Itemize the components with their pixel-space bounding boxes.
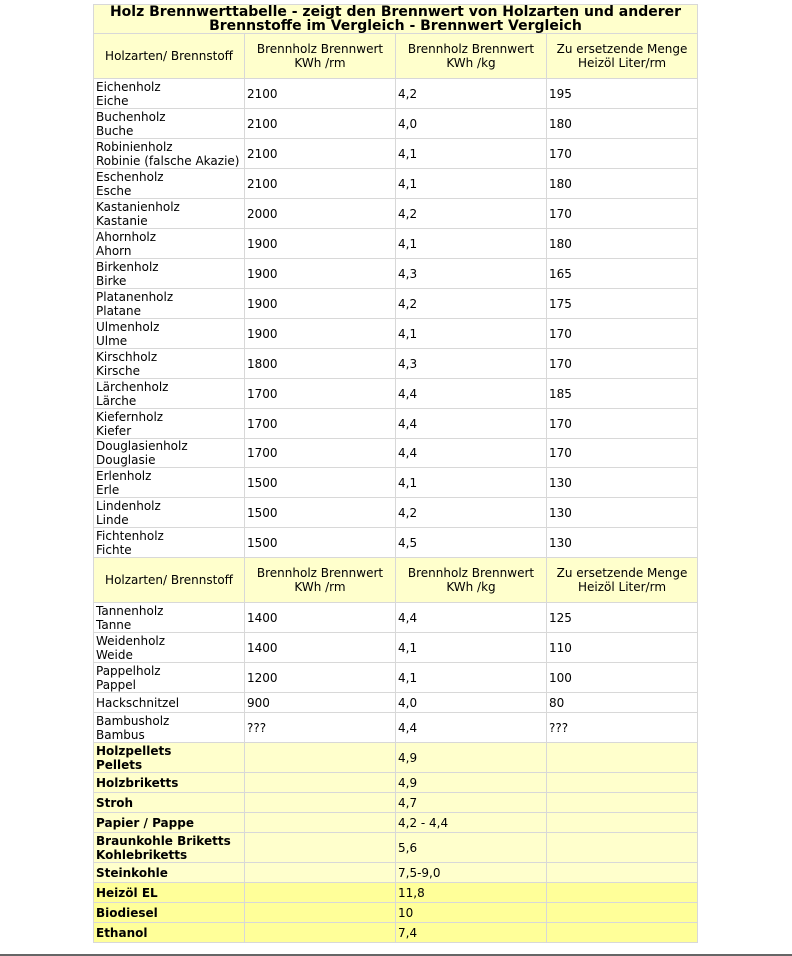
fuel-name: [94, 663, 245, 693]
fuel-name-line1: Lindenholz: [96, 498, 161, 513]
fuel-name-line2: Kohlebriketts: [96, 847, 188, 862]
fuel-name: [94, 109, 245, 139]
fuel-name: [94, 693, 245, 713]
fuel-name-line1: Stroh: [96, 795, 134, 810]
value-oil-liters: 180: [547, 229, 698, 259]
value-kwh-kg: 4,0: [396, 109, 547, 139]
fuel-name: [94, 883, 245, 903]
table-row: [94, 289, 698, 319]
value-kwh-kg: 4,1: [396, 633, 547, 663]
fuel-name-line1: Buchenholz: [96, 109, 166, 124]
fuel-name-line2: Pellets: [96, 757, 143, 772]
value-kwh-kg: 4,9: [396, 773, 547, 793]
fuel-name-line2: Kirsche: [96, 363, 140, 378]
value-kwh-kg: 4,1: [396, 229, 547, 259]
fuel-name-line2: Ahorn: [96, 243, 132, 258]
table-row: [94, 319, 698, 349]
header-col-oil: Zu ersetzende Menge Heizöl Liter/rm: [547, 558, 698, 603]
fuel-name: [94, 863, 245, 883]
value-kwh-rm: 2000: [245, 199, 396, 229]
header-col-oil: Zu ersetzende Menge Heizöl Liter/rm: [547, 34, 698, 79]
fuel-name-line1: Papier / Pappe: [96, 815, 194, 830]
value-kwh-kg: 4,3: [396, 349, 547, 379]
value-kwh-rm: 900: [245, 693, 396, 713]
fuel-name-line2: Buche: [96, 123, 134, 138]
table-row: [94, 468, 698, 498]
header-col-kwh-kg: Brennholz Brennwert KWh /kg: [396, 558, 547, 603]
table-row: [94, 439, 698, 468]
value-kwh-kg: 4,1: [396, 139, 547, 169]
table-row: [94, 528, 698, 558]
value-oil-liters: 130: [547, 468, 698, 498]
fuel-name-line1: Bambusholz: [96, 713, 170, 728]
fuel-name: [94, 793, 245, 813]
table-row: [94, 409, 698, 439]
fuel-name-line1: Kastanienholz: [96, 199, 180, 214]
fuel-name: [94, 229, 245, 259]
value-oil-liters: 130: [547, 498, 698, 528]
fuel-name: [94, 169, 245, 199]
fuel-name-line1: Eichenholz: [96, 79, 161, 94]
value-kwh-kg: 4,2: [396, 498, 547, 528]
table-row: [94, 903, 698, 923]
table-row: [94, 379, 698, 409]
value-kwh-kg: 4,2 - 4,4: [396, 813, 547, 833]
value-oil-liters: 175: [547, 289, 698, 319]
fuel-name-line1: Weidenholz: [96, 633, 166, 648]
fuel-name: [94, 903, 245, 923]
value-kwh-kg: 4,1: [396, 468, 547, 498]
table-row: [94, 833, 698, 863]
fuel-name: [94, 633, 245, 663]
value-oil-liters: [547, 883, 698, 903]
value-kwh-kg: 4,2: [396, 289, 547, 319]
value-kwh-kg: 7,4: [396, 923, 547, 943]
value-oil-liters: 170: [547, 319, 698, 349]
fuel-name-line2: Ulme: [96, 333, 128, 348]
title-row: [94, 5, 698, 34]
header-row-1: [94, 34, 698, 79]
table-row: [94, 693, 698, 713]
brennwert-table: [93, 4, 698, 943]
value-kwh-rm: [245, 813, 396, 833]
value-kwh-rm: 2100: [245, 139, 396, 169]
value-oil-liters: 170: [547, 439, 698, 468]
fuel-name-line1: Birkenholz: [96, 259, 159, 274]
fuel-name-line1: Robinienholz: [96, 139, 173, 154]
value-oil-liters: [547, 793, 698, 813]
fuel-name-line1: Eschenholz: [96, 169, 164, 184]
fuel-name: [94, 603, 245, 633]
header-row-2: [94, 558, 698, 603]
fuel-name-line2: Pappel: [96, 677, 137, 692]
fuel-name-line1: Holzbriketts: [96, 775, 179, 790]
fuel-name-line1: Ethanol: [96, 925, 148, 940]
value-kwh-kg: 7,5-9,0: [396, 863, 547, 883]
fuel-name-line2: Fichte: [96, 542, 132, 557]
table-row: [94, 259, 698, 289]
fuel-name: [94, 813, 245, 833]
value-kwh-rm: 1900: [245, 229, 396, 259]
table-row: [94, 923, 698, 943]
value-oil-liters: [547, 743, 698, 773]
value-oil-liters: 185: [547, 379, 698, 409]
table-row: [94, 603, 698, 633]
table-row: [94, 199, 698, 229]
table-row: [94, 349, 698, 379]
value-kwh-kg: 4,4: [396, 409, 547, 439]
table-row: [94, 633, 698, 663]
value-oil-liters: 130: [547, 528, 698, 558]
header-col-kwh-kg: Brennholz Brennwert KWh /kg: [396, 34, 547, 79]
value-kwh-rm: 1900: [245, 259, 396, 289]
fuel-name-line2: Esche: [96, 183, 132, 198]
value-kwh-rm: 1800: [245, 349, 396, 379]
value-kwh-kg: 4,4: [396, 379, 547, 409]
value-kwh-rm: [245, 863, 396, 883]
value-kwh-kg: 4,0: [396, 693, 547, 713]
table-row: [94, 713, 698, 743]
value-oil-liters: ???: [547, 713, 698, 743]
value-kwh-rm: 1900: [245, 289, 396, 319]
fuel-name-line2: Erle: [96, 482, 120, 497]
table-row: [94, 79, 698, 109]
table-row: [94, 229, 698, 259]
fuel-name-line2: Weide: [96, 647, 133, 662]
fuel-name: [94, 713, 245, 743]
fuel-name: [94, 743, 245, 773]
fuel-name-line1: Fichtenholz: [96, 528, 164, 543]
value-kwh-kg: 4,1: [396, 319, 547, 349]
fuel-name-line2: Linde: [96, 512, 129, 527]
value-oil-liters: 125: [547, 603, 698, 633]
value-kwh-rm: 1900: [245, 319, 396, 349]
value-oil-liters: 110: [547, 633, 698, 663]
value-kwh-rm: 2100: [245, 109, 396, 139]
fuel-name: [94, 139, 245, 169]
value-kwh-rm: [245, 743, 396, 773]
value-kwh-rm: 2100: [245, 79, 396, 109]
value-oil-liters: [547, 903, 698, 923]
fuel-name-line1: Biodiesel: [96, 905, 158, 920]
fuel-name: [94, 199, 245, 229]
fuel-name: [94, 923, 245, 943]
fuel-name-line2: Lärche: [96, 393, 137, 408]
value-kwh-rm: ???: [245, 713, 396, 743]
fuel-name-line1: Ahornholz: [96, 229, 157, 244]
value-oil-liters: [547, 773, 698, 793]
fuel-name-line2: Kastanie: [96, 213, 148, 228]
fuel-name: [94, 349, 245, 379]
header-col-kwh-rm: Brennholz Brennwert KWh /rm: [245, 558, 396, 603]
table-row: [94, 863, 698, 883]
fuel-name-line1: Braunkohle Briketts: [96, 833, 231, 848]
value-kwh-rm: [245, 833, 396, 863]
value-kwh-rm: 1500: [245, 498, 396, 528]
header-col-kwh-rm: Brennholz Brennwert KWh /rm: [245, 34, 396, 79]
fuel-name-line1: Tannenholz: [96, 603, 164, 618]
value-kwh-kg: 4,5: [396, 528, 547, 558]
table-row: [94, 883, 698, 903]
table-row: [94, 169, 698, 199]
table-row: [94, 498, 698, 528]
value-oil-liters: 180: [547, 109, 698, 139]
value-kwh-kg: 10: [396, 903, 547, 923]
fuel-name: [94, 773, 245, 793]
fuel-name-line1: Steinkohle: [96, 865, 168, 880]
table-row: [94, 109, 698, 139]
value-kwh-rm: [245, 793, 396, 813]
fuel-name-line2: Eiche: [96, 93, 129, 108]
value-kwh-rm: [245, 883, 396, 903]
value-kwh-kg: 4,4: [396, 439, 547, 468]
fuel-name-line1: Douglasienholz Douglasie: [96, 439, 188, 467]
fuel-name-line1: Pappelholz: [96, 663, 161, 678]
value-oil-liters: 100: [547, 663, 698, 693]
value-oil-liters: 180: [547, 169, 698, 199]
value-kwh-kg: 4,1: [396, 169, 547, 199]
table-row: [94, 793, 698, 813]
value-kwh-kg: 4,3: [396, 259, 547, 289]
fuel-name-line1: Platanenholz: [96, 289, 174, 304]
table-row: [94, 663, 698, 693]
value-kwh-kg: 4,4: [396, 603, 547, 633]
value-kwh-rm: [245, 903, 396, 923]
table-row: [94, 813, 698, 833]
fuel-name-line1: Erlenholz: [96, 468, 152, 483]
value-oil-liters: 170: [547, 349, 698, 379]
value-kwh-kg: 4,2: [396, 79, 547, 109]
table-title: Holz Brennwerttabelle - zeigt den Brennwert von Holzarten und anderer Brennstoffe im Vergleich - Brennwert Vergleich: [94, 5, 698, 34]
fuel-name: [94, 79, 245, 109]
fuel-name: [94, 439, 245, 468]
value-kwh-kg: 4,2: [396, 199, 547, 229]
value-oil-liters: 170: [547, 409, 698, 439]
fuel-name: [94, 528, 245, 558]
value-kwh-kg: 4,4: [396, 713, 547, 743]
fuel-name-line2: Kiefer: [96, 423, 132, 438]
value-oil-liters: [547, 923, 698, 943]
value-oil-liters: 170: [547, 199, 698, 229]
fuel-name: [94, 498, 245, 528]
value-oil-liters: 80: [547, 693, 698, 713]
header-col-fuel: Holzarten/ Brennstoff: [94, 34, 245, 79]
value-oil-liters: [547, 863, 698, 883]
value-kwh-kg: 4,1: [396, 663, 547, 693]
fuel-name: [94, 833, 245, 863]
value-kwh-rm: 1400: [245, 633, 396, 663]
value-kwh-rm: 2100: [245, 169, 396, 199]
value-kwh-rm: 1500: [245, 468, 396, 498]
value-oil-liters: 195: [547, 79, 698, 109]
fuel-name: [94, 289, 245, 319]
fuel-name-line1: Kiefernholz: [96, 409, 164, 424]
table-row: [94, 743, 698, 773]
value-oil-liters: 170: [547, 139, 698, 169]
fuel-name: [94, 319, 245, 349]
fuel-name-line2: Bambus: [96, 727, 145, 742]
value-kwh-kg: 4,9: [396, 743, 547, 773]
fuel-name-line1: Ulmenholz: [96, 319, 160, 334]
value-kwh-rm: 1700: [245, 379, 396, 409]
fuel-name-line1: Hackschnitzel: [96, 695, 180, 710]
fuel-name-line1: Kirschholz: [96, 349, 158, 364]
fuel-name-line2: Tanne: [96, 617, 132, 632]
header-col-fuel: Holzarten/ Brennstoff: [94, 558, 245, 603]
value-kwh-rm: 1200: [245, 663, 396, 693]
value-oil-liters: [547, 833, 698, 863]
value-kwh-rm: 1400: [245, 603, 396, 633]
fuel-name: [94, 468, 245, 498]
fuel-name: [94, 409, 245, 439]
fuel-name-line1: Heizöl EL: [96, 885, 158, 900]
fuel-name-line2: Platane: [96, 303, 141, 318]
value-oil-liters: 165: [547, 259, 698, 289]
value-kwh-kg: 11,8: [396, 883, 547, 903]
fuel-name-line1: Holzpellets: [96, 743, 172, 758]
value-kwh-rm: 1700: [245, 409, 396, 439]
value-kwh-kg: 4,7: [396, 793, 547, 813]
fuel-name-line2: Birke: [96, 273, 127, 288]
value-kwh-rm: 1700: [245, 439, 396, 468]
value-kwh-rm: 1500: [245, 528, 396, 558]
table-row: [94, 139, 698, 169]
fuel-name: [94, 259, 245, 289]
value-kwh-rm: [245, 923, 396, 943]
fuel-name-line2: Robinie (falsche Akazie): [96, 153, 240, 168]
fuel-name: [94, 379, 245, 409]
fuel-name-line1: Lärchenholz: [96, 379, 169, 394]
table-row: [94, 773, 698, 793]
value-kwh-rm: [245, 773, 396, 793]
value-kwh-kg: 5,6: [396, 833, 547, 863]
value-oil-liters: [547, 813, 698, 833]
